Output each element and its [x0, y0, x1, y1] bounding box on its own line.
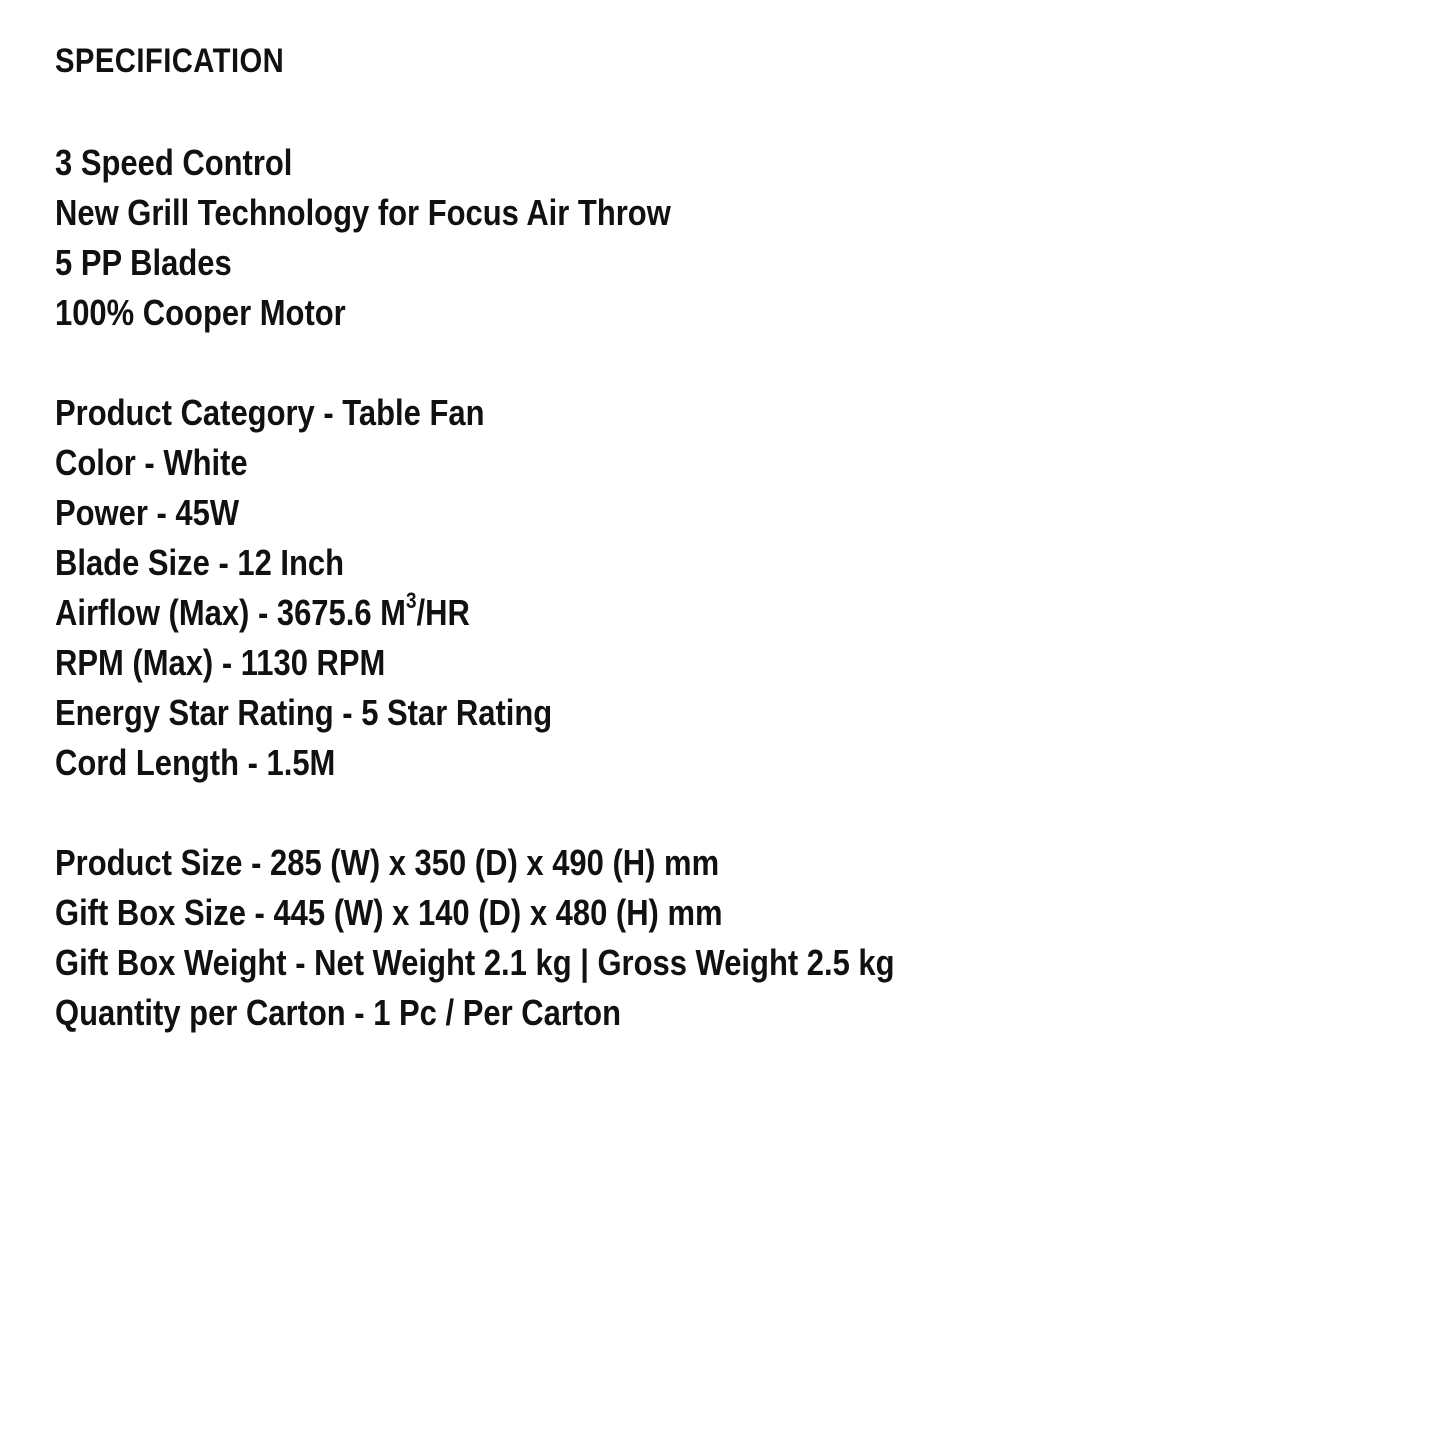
packaging-item: Product Size - 285 (W) x 350 (D) x 490 (H) mm — [55, 842, 720, 883]
specs-list — [55, 388, 633, 788]
spec-airflow — [55, 588, 552, 638]
spec-blade-size: Blade Size - 12 Inch — [55, 542, 345, 583]
packaging-list — [55, 838, 1031, 1038]
airflow-unit: /HR — [416, 592, 470, 633]
features-list — [55, 138, 771, 338]
packaging-item: Quantity per Carton - 1 Pc / Per Carton — [55, 992, 621, 1033]
spec-rpm: RPM (Max) - 1130 RPM — [55, 642, 386, 683]
page-title: SPECIFICATION — [55, 42, 285, 80]
packaging-item: Gift Box Size - 445 (W) x 140 (D) x 480 (H) mm — [55, 892, 723, 933]
spec-category: Product Category - Table Fan — [55, 392, 485, 433]
airflow-exponent: 3 — [405, 588, 417, 613]
feature-item: 5 PP Blades — [55, 242, 232, 283]
spec-power: Power - 45W — [55, 492, 240, 533]
packaging-item: Gift Box Weight - Net Weight 2.1 kg | Gross Weight 2.5 kg — [55, 942, 895, 983]
spec-energy-rating: Energy Star Rating - 5 Star Rating — [55, 692, 553, 733]
feature-item: 3 Speed Control — [55, 142, 293, 183]
feature-item: 100% Cooper Motor — [55, 292, 346, 333]
airflow-value: Airflow (Max) - 3675.6 M — [55, 592, 406, 633]
spec-color: Color - White — [55, 442, 248, 483]
feature-item: New Grill Technology for Focus Air Throw — [55, 192, 671, 233]
spec-cord-length: Cord Length - 1.5M — [55, 742, 336, 783]
